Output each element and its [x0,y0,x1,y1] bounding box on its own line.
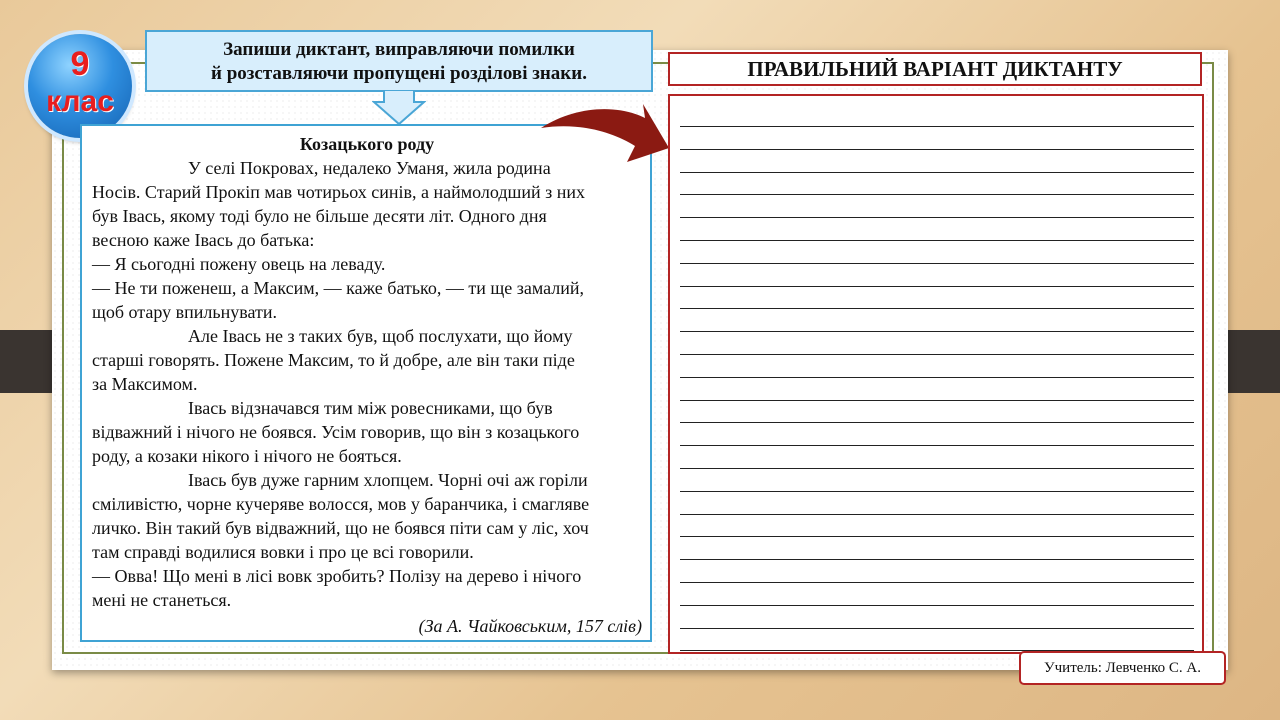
text-line: — Я сьогодні пожену овець на леваду. [92,254,386,274]
text-line: був Івась, якому тоді було не більше десяти літ. Одного дня [92,206,547,226]
writing-line [680,217,1194,218]
instruction-line-1: Запиши диктант, виправляючи помилки [223,39,575,60]
text-line: Івась відзначався тим між ровесниками, що був [188,398,553,418]
answer-header: ПРАВИЛЬНИЙ ВАРІАНТ ДИКТАНТУ [668,52,1202,86]
text-line: відважний і нічого не боявся. Усім говорив, що він з козацького [92,422,580,442]
grade-word: клас [46,85,114,118]
writing-line [680,422,1194,423]
curved-arrow-icon [535,100,675,180]
text-line: Івась був дуже гарним хлопцем. Чорні очі аж горіли [188,470,588,490]
writing-line [680,628,1194,629]
text-line: весною каже Івась до батька: [92,230,315,250]
writing-line [680,308,1194,309]
writing-line [680,468,1194,469]
dictation-source: (За А. Чайковським, 157 слів) [418,616,642,636]
writing-line [680,514,1194,515]
writing-line [680,354,1194,355]
writing-line [680,172,1194,173]
writing-line [680,240,1194,241]
text-line: старші говорять. Пожене Максим, то й добре, але він таки піде [92,350,575,370]
writing-line [680,536,1194,537]
text-line: У селі Покровах, недалеко Уманя, жила родина [188,158,551,178]
writing-line [680,377,1194,378]
dictation-title: Козацького роду [299,134,435,154]
grade-badge [28,34,132,138]
writing-line [680,605,1194,606]
instruction-box [145,30,653,92]
writing-line [680,149,1194,150]
text-line: роду, а козаки нікого і нічого не бояться. [92,446,402,466]
teacher-label: Учитель: Левченко С. А. [1019,651,1226,685]
writing-line [680,126,1194,127]
writing-line [680,559,1194,560]
answer-lines-box [668,94,1204,654]
writing-line [680,582,1194,583]
writing-line [680,286,1194,287]
text-line: — Не ти поженеш, а Максим, — каже батько, — ти ще замалий, [92,278,584,298]
writing-line [680,400,1194,401]
text-line: щоб отару впильнувати. [92,302,277,322]
text-line: мені не станеться. [92,590,232,610]
text-line: за Максимом. [92,374,198,394]
writing-line [680,263,1194,264]
grade-number: 9 [70,45,90,83]
down-arrow-icon [372,90,426,126]
instruction-line-2: й розставляючи пропущені розділові знаки. [211,63,587,84]
writing-line [680,491,1194,492]
text-line: там справді водилися вовки і про це всі говорили. [92,542,474,562]
text-line: личко. Він такий був відважний, що не боявся піти сам у ліс, хоч [92,518,589,538]
dictation-text-box [80,124,652,642]
text-line: сміливістю, чорне кучеряве волосся, мов у баранчика, і смагляве [92,494,590,514]
writing-line [680,331,1194,332]
text-line: Носів. Старий Прокіп мав чотирьох синів, а наймолодший з них [92,182,586,202]
writing-line [680,194,1194,195]
writing-line [680,445,1194,446]
text-line: Але Івась не з таких був, щоб послухати, що йому [188,326,573,346]
text-line: — Овва! Що мені в лісі вовк зробить? Полізу на дерево і нічого [92,566,582,586]
